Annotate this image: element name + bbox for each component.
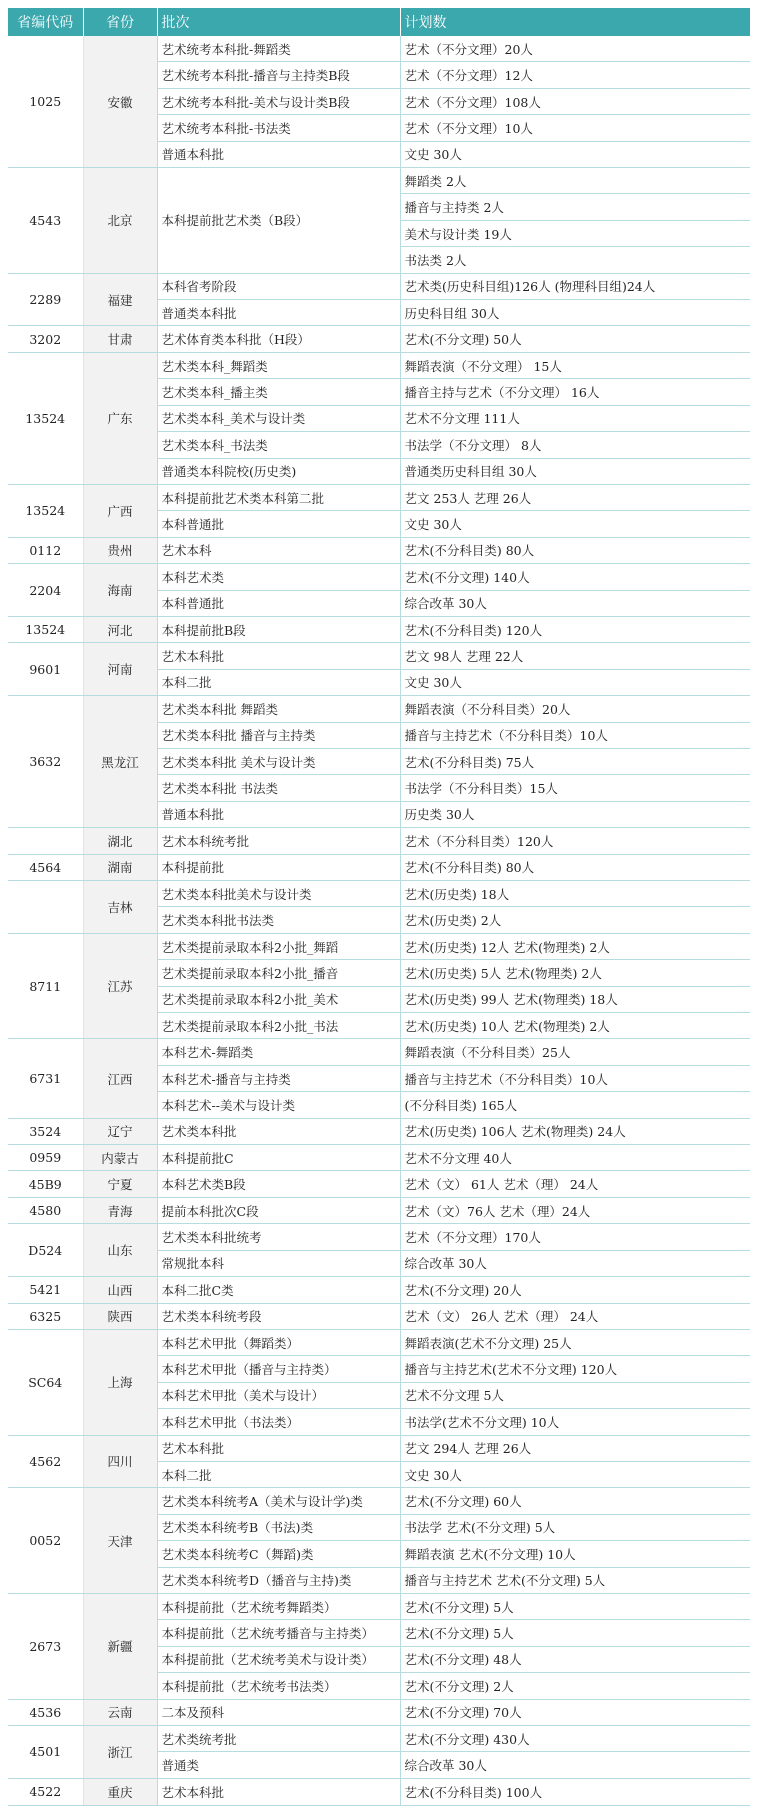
province-name-cell: 云南 <box>83 1699 157 1725</box>
batch-cell: 艺术类本科批书法类 <box>157 907 400 933</box>
plan-count-cell: 艺文 294人 艺理 26人 <box>400 1435 750 1461</box>
plan-count-cell: 艺术类(历史科目组)126人 (物理科目组)24人 <box>400 273 750 299</box>
table-row <box>8 1118 750 1144</box>
province-code-cell: 6325 <box>8 1303 83 1329</box>
header-batch: 批次 <box>157 8 400 36</box>
plan-count-cell: 文史 30人 <box>400 141 750 167</box>
batch-cell: 艺术统考本科批-美术与设计类B段 <box>157 88 400 114</box>
province-name-cell: 吉林 <box>83 881 157 934</box>
batch-cell: 艺术类提前录取本科2小批_播音 <box>157 960 400 986</box>
batch-cell: 普通类本科批 <box>157 300 400 326</box>
plan-count-cell: 艺术(历史类) 5人 艺术(物理类) 2人 <box>400 960 750 986</box>
plan-count-cell: 文史 30人 <box>400 511 750 537</box>
plan-count-cell: 艺术（不分文理）10人 <box>400 115 750 141</box>
table-row <box>8 36 750 62</box>
table-row <box>8 1303 750 1329</box>
table-row <box>8 616 750 642</box>
table-row <box>8 1699 750 1725</box>
plan-count-cell: 艺术（不分科目类）120人 <box>400 828 750 854</box>
province-code-cell: 3524 <box>8 1118 83 1144</box>
province-code-cell: 1025 <box>8 36 83 168</box>
batch-cell: 普通本科批 <box>157 141 400 167</box>
plan-count-cell: 艺术(历史类) 12人 艺术(物理类) 2人 <box>400 933 750 959</box>
plan-count-cell: 艺术(不分科目类) 75人 <box>400 748 750 774</box>
plan-count-cell: 书法学（不分科目类）15人 <box>400 775 750 801</box>
batch-cell: 艺术类本科统考段 <box>157 1303 400 1329</box>
plan-count-cell: 舞蹈表演（不分文理） 15人 <box>400 352 750 378</box>
province-code-cell: 5421 <box>8 1277 83 1303</box>
table-row <box>8 1593 750 1619</box>
plan-count-cell: 艺术(不分文理) 48人 <box>400 1646 750 1672</box>
batch-cell: 本科提前批（艺术统考舞蹈类） <box>157 1593 400 1619</box>
province-code-cell: 4536 <box>8 1699 83 1725</box>
plan-count-cell: 书法学(艺术不分文理) 10人 <box>400 1409 750 1435</box>
plan-count-cell: 文史 30人 <box>400 669 750 695</box>
province-code-cell: 2204 <box>8 564 83 617</box>
batch-cell: 本科提前批 <box>157 854 400 880</box>
batch-cell: 艺术体育类本科批（H段） <box>157 326 400 352</box>
province-code-cell: 4543 <box>8 168 83 274</box>
plan-count-cell: 艺术(不分文理) 430人 <box>400 1726 750 1752</box>
plan-count-cell: 艺术(历史类) 18人 <box>400 881 750 907</box>
province-name-cell: 湖南 <box>83 854 157 880</box>
batch-cell: 普通类 <box>157 1752 400 1778</box>
batch-cell: 本科艺术--美术与设计类 <box>157 1092 400 1118</box>
plan-count-cell: 书法类 2人 <box>400 247 750 273</box>
batch-cell: 艺术类本科批 <box>157 1118 400 1144</box>
batch-cell: 艺术类本科统考B（书法)类 <box>157 1514 400 1540</box>
batch-cell: 艺术类提前录取本科2小批_美术 <box>157 986 400 1012</box>
batch-cell: 艺术类统考批 <box>157 1726 400 1752</box>
province-code-cell: 4564 <box>8 854 83 880</box>
table-row <box>8 168 750 194</box>
plan-count-cell: 艺术不分文理 5人 <box>400 1382 750 1408</box>
plan-count-cell: 舞蹈类 2人 <box>400 168 750 194</box>
batch-cell: 艺术类本科批 书法类 <box>157 775 400 801</box>
table-header-row <box>8 8 750 36</box>
province-code-cell: 45B9 <box>8 1171 83 1197</box>
table-row <box>8 854 750 880</box>
header-code: 省编代码 <box>8 8 83 36</box>
province-code-cell: 9601 <box>8 643 83 696</box>
province-name-cell: 新疆 <box>83 1593 157 1699</box>
batch-cell: 艺术本科批 <box>157 1778 400 1805</box>
table-row <box>8 1277 750 1303</box>
batch-cell: 艺术本科批 <box>157 1435 400 1461</box>
province-code-cell: 13524 <box>8 616 83 642</box>
plan-count-cell: 艺术（文） 61人 艺术（理） 24人 <box>400 1171 750 1197</box>
batch-cell: 普通类本科院校(历史类) <box>157 458 400 484</box>
province-name-cell: 河南 <box>83 643 157 696</box>
batch-cell: 本科普通批 <box>157 590 400 616</box>
batch-cell: 本科提前批B段 <box>157 616 400 642</box>
province-code-cell: 0052 <box>8 1488 83 1594</box>
plan-count-cell: 美术与设计类 19人 <box>400 220 750 246</box>
province-name-cell: 湖北 <box>83 828 157 854</box>
batch-cell: 本科提前批（艺术统考播音与主持类） <box>157 1620 400 1646</box>
plan-count-cell: 舞蹈表演（不分科目类）20人 <box>400 696 750 722</box>
province-name-cell: 重庆 <box>83 1778 157 1805</box>
province-code-cell: 3202 <box>8 326 83 352</box>
province-name-cell: 甘肃 <box>83 326 157 352</box>
batch-cell: 本科艺术甲批（舞蹈类） <box>157 1329 400 1355</box>
plan-count-cell: 艺术(历史类) 106人 艺术(物理类) 24人 <box>400 1118 750 1144</box>
province-name-cell: 安徽 <box>83 36 157 168</box>
province-name-cell: 北京 <box>83 168 157 274</box>
batch-cell: 常规批本科 <box>157 1250 400 1276</box>
batch-cell: 本科省考阶段 <box>157 273 400 299</box>
header-plan: 计划数 <box>400 8 750 36</box>
province-code-cell: 4501 <box>8 1726 83 1779</box>
plan-count-cell: 艺术(不分科目类) 120人 <box>400 616 750 642</box>
table-row <box>8 1171 750 1197</box>
province-name-cell: 广西 <box>83 484 157 537</box>
batch-cell: 艺术类本科统考A（美术与设计学)类 <box>157 1488 400 1514</box>
plan-count-cell: 舞蹈表演 艺术(不分文理) 10人 <box>400 1541 750 1567</box>
batch-cell: 艺术本科统考批 <box>157 828 400 854</box>
province-name-cell: 山西 <box>83 1277 157 1303</box>
province-name-cell: 山东 <box>83 1224 157 1277</box>
province-code-cell: 4522 <box>8 1778 83 1805</box>
plan-count-cell: 艺文 253人 艺理 26人 <box>400 484 750 510</box>
plan-count-cell: 书法学 艺术(不分文理) 5人 <box>400 1514 750 1540</box>
province-code-cell <box>8 828 83 854</box>
province-name-cell: 江苏 <box>83 933 157 1039</box>
province-code-cell: 13524 <box>8 484 83 537</box>
plan-count-cell: 艺术(不分文理) 20人 <box>400 1277 750 1303</box>
province-code-cell: 0112 <box>8 537 83 563</box>
batch-cell: 艺术类本科批 美术与设计类 <box>157 748 400 774</box>
plan-count-cell: 艺术(不分文理) 2人 <box>400 1673 750 1699</box>
batch-cell: 本科提前批（艺术统考美术与设计类） <box>157 1646 400 1672</box>
plan-count-cell: (不分科目类) 165人 <box>400 1092 750 1118</box>
plan-count-cell: 艺术(不分文理) 50人 <box>400 326 750 352</box>
table-row <box>8 933 750 959</box>
batch-cell: 二本及预科 <box>157 1699 400 1725</box>
plan-count-cell: 播音与主持艺术(艺术不分文理) 120人 <box>400 1356 750 1382</box>
batch-cell: 本科艺术甲批（书法类） <box>157 1409 400 1435</box>
batch-cell: 艺术类提前录取本科2小批_书法 <box>157 1013 400 1039</box>
plan-count-cell: 艺术(不分文理) 140人 <box>400 564 750 590</box>
batch-cell: 本科艺术类B段 <box>157 1171 400 1197</box>
plan-count-cell: 播音与主持艺术（不分科目类）10人 <box>400 722 750 748</box>
plan-count-cell: 艺术(不分文理) 70人 <box>400 1699 750 1725</box>
plan-count-cell: 艺文 98人 艺理 22人 <box>400 643 750 669</box>
table-row <box>8 273 750 299</box>
plan-count-cell: 书法学（不分文理） 8人 <box>400 432 750 458</box>
batch-cell: 本科艺术甲批（播音与主持类） <box>157 1356 400 1382</box>
table-row <box>8 1145 750 1171</box>
batch-cell: 艺术类本科批美术与设计类 <box>157 881 400 907</box>
province-name-cell: 上海 <box>83 1329 157 1435</box>
batch-cell: 艺术统考本科批-舞蹈类 <box>157 36 400 62</box>
table-row <box>8 696 750 722</box>
plan-count-cell: 艺术(历史类) 99人 艺术(物理类) 18人 <box>400 986 750 1012</box>
plan-count-cell: 艺术(历史类) 10人 艺术(物理类) 2人 <box>400 1013 750 1039</box>
table-row <box>8 1224 750 1250</box>
batch-cell: 艺术统考本科批-播音与主持类B段 <box>157 62 400 88</box>
batch-cell: 本科二批 <box>157 1461 400 1487</box>
province-name-cell: 黑龙江 <box>83 696 157 828</box>
plan-count-cell: 艺术(不分文理) 5人 <box>400 1620 750 1646</box>
province-name-cell: 陕西 <box>83 1303 157 1329</box>
province-code-cell: SC64 <box>8 1329 83 1435</box>
plan-count-cell: 文史 30人 <box>400 1461 750 1487</box>
batch-cell: 艺术类本科统考D（播音与主持)类 <box>157 1567 400 1593</box>
province-code-cell: 0959 <box>8 1145 83 1171</box>
table-row <box>8 564 750 590</box>
plan-count-cell: 艺术(不分文理) 60人 <box>400 1488 750 1514</box>
plan-count-cell: 舞蹈表演（不分科目类）25人 <box>400 1039 750 1065</box>
province-name-cell: 四川 <box>83 1435 157 1488</box>
plan-count-cell: 艺术（文） 26人 艺术（理） 24人 <box>400 1303 750 1329</box>
table-row <box>8 1488 750 1514</box>
batch-cell: 本科艺术甲批（美术与设计） <box>157 1382 400 1408</box>
plan-count-cell: 艺术（不分文理）12人 <box>400 62 750 88</box>
batch-cell: 艺术类本科统考C（舞蹈)类 <box>157 1541 400 1567</box>
plan-count-cell: 艺术（不分文理）108人 <box>400 88 750 114</box>
province-name-cell: 天津 <box>83 1488 157 1594</box>
batch-cell: 艺术类本科_美术与设计类 <box>157 405 400 431</box>
batch-cell: 提前本科批次C段 <box>157 1197 400 1223</box>
plan-count-cell: 综合改革 30人 <box>400 590 750 616</box>
plan-count-cell: 艺术不分文理 40人 <box>400 1145 750 1171</box>
table-row <box>8 326 750 352</box>
table-row <box>8 828 750 854</box>
province-code-cell: 13524 <box>8 352 83 484</box>
province-code-cell: 4580 <box>8 1197 83 1223</box>
province-name-cell: 青海 <box>83 1197 157 1223</box>
province-name-cell: 贵州 <box>83 537 157 563</box>
plan-count-cell: 艺术(不分科目类) 80人 <box>400 854 750 880</box>
batch-cell: 本科普通批 <box>157 511 400 537</box>
table-row <box>8 352 750 378</box>
province-code-cell: D524 <box>8 1224 83 1277</box>
plan-count-cell: 播音与主持艺术 艺术(不分文理) 5人 <box>400 1567 750 1593</box>
batch-cell: 艺术类本科_播主类 <box>157 379 400 405</box>
batch-cell: 艺术类本科批统考 <box>157 1224 400 1250</box>
plan-count-cell: 艺术（不分文理）170人 <box>400 1224 750 1250</box>
batch-cell: 本科提前批艺术类本科第二批 <box>157 484 400 510</box>
table-row <box>8 1329 750 1355</box>
table-row <box>8 881 750 907</box>
province-code-cell: 3632 <box>8 696 83 828</box>
province-code-cell: 8711 <box>8 933 83 1039</box>
province-name-cell: 福建 <box>83 273 157 326</box>
batch-cell: 本科提前批艺术类（B段） <box>157 168 400 274</box>
table-row <box>8 643 750 669</box>
plan-count-cell: 艺术(不分科目类) 100人 <box>400 1778 750 1805</box>
province-code-cell <box>8 881 83 934</box>
province-name-cell: 海南 <box>83 564 157 617</box>
batch-cell: 艺术统考本科批-书法类 <box>157 115 400 141</box>
batch-cell: 艺术类本科批 舞蹈类 <box>157 696 400 722</box>
header-province: 省份 <box>83 8 157 36</box>
plan-count-cell: 历史科目组 30人 <box>400 300 750 326</box>
plan-count-cell: 播音与主持艺术（不分科目类）10人 <box>400 1065 750 1091</box>
batch-cell: 艺术类本科_舞蹈类 <box>157 352 400 378</box>
province-name-cell: 内蒙古 <box>83 1145 157 1171</box>
table-row <box>8 537 750 563</box>
plan-count-cell: 艺术（不分文理）20人 <box>400 36 750 62</box>
batch-cell: 艺术类本科_书法类 <box>157 432 400 458</box>
plan-count-cell: 普通类历史科目组 30人 <box>400 458 750 484</box>
batch-cell: 艺术本科批 <box>157 643 400 669</box>
plan-count-cell: 艺术不分文理 111人 <box>400 405 750 431</box>
table-row <box>8 1197 750 1223</box>
batch-cell: 本科二批 <box>157 669 400 695</box>
plan-count-cell: 艺术(历史类) 2人 <box>400 907 750 933</box>
batch-cell: 本科艺术-播音与主持类 <box>157 1065 400 1091</box>
batch-cell: 艺术类提前录取本科2小批_舞蹈 <box>157 933 400 959</box>
batch-cell: 本科艺术类 <box>157 564 400 590</box>
province-code-cell: 2289 <box>8 273 83 326</box>
plan-count-cell: 艺术(不分科目类) 80人 <box>400 537 750 563</box>
table-row <box>8 1778 750 1805</box>
plan-count-cell: 综合改革 30人 <box>400 1250 750 1276</box>
province-code-cell: 2673 <box>8 1593 83 1699</box>
plan-count-cell: 播音主持与艺术（不分文理） 16人 <box>400 379 750 405</box>
province-name-cell: 广东 <box>83 352 157 484</box>
province-name-cell: 河北 <box>83 616 157 642</box>
batch-cell: 艺术本科 <box>157 537 400 563</box>
batch-cell: 本科提前批C <box>157 1145 400 1171</box>
province-code-cell: 6731 <box>8 1039 83 1118</box>
province-name-cell: 宁夏 <box>83 1171 157 1197</box>
province-name-cell: 辽宁 <box>83 1118 157 1144</box>
table-row <box>8 1435 750 1461</box>
batch-cell: 本科提前批（艺术统考书法类） <box>157 1673 400 1699</box>
table-body <box>8 36 750 1806</box>
batch-cell: 普通本科批 <box>157 801 400 827</box>
plan-count-cell: 艺术(不分文理) 5人 <box>400 1593 750 1619</box>
plan-count-cell: 播音与主持类 2人 <box>400 194 750 220</box>
province-name-cell: 浙江 <box>83 1726 157 1779</box>
table-row <box>8 484 750 510</box>
table-row <box>8 1039 750 1065</box>
table-row <box>8 1726 750 1752</box>
plan-count-cell: 综合改革 30人 <box>400 1752 750 1778</box>
plan-count-cell: 历史类 30人 <box>400 801 750 827</box>
batch-cell: 本科艺术-舞蹈类 <box>157 1039 400 1065</box>
batch-cell: 本科二批C类 <box>157 1277 400 1303</box>
province-code-cell: 4562 <box>8 1435 83 1488</box>
enrollment-plan-table <box>8 8 751 1806</box>
batch-cell: 艺术类本科批 播音与主持类 <box>157 722 400 748</box>
plan-count-cell: 艺术（文）76人 艺术（理）24人 <box>400 1197 750 1223</box>
plan-count-cell: 舞蹈表演(艺术不分文理) 25人 <box>400 1329 750 1355</box>
province-name-cell: 江西 <box>83 1039 157 1118</box>
